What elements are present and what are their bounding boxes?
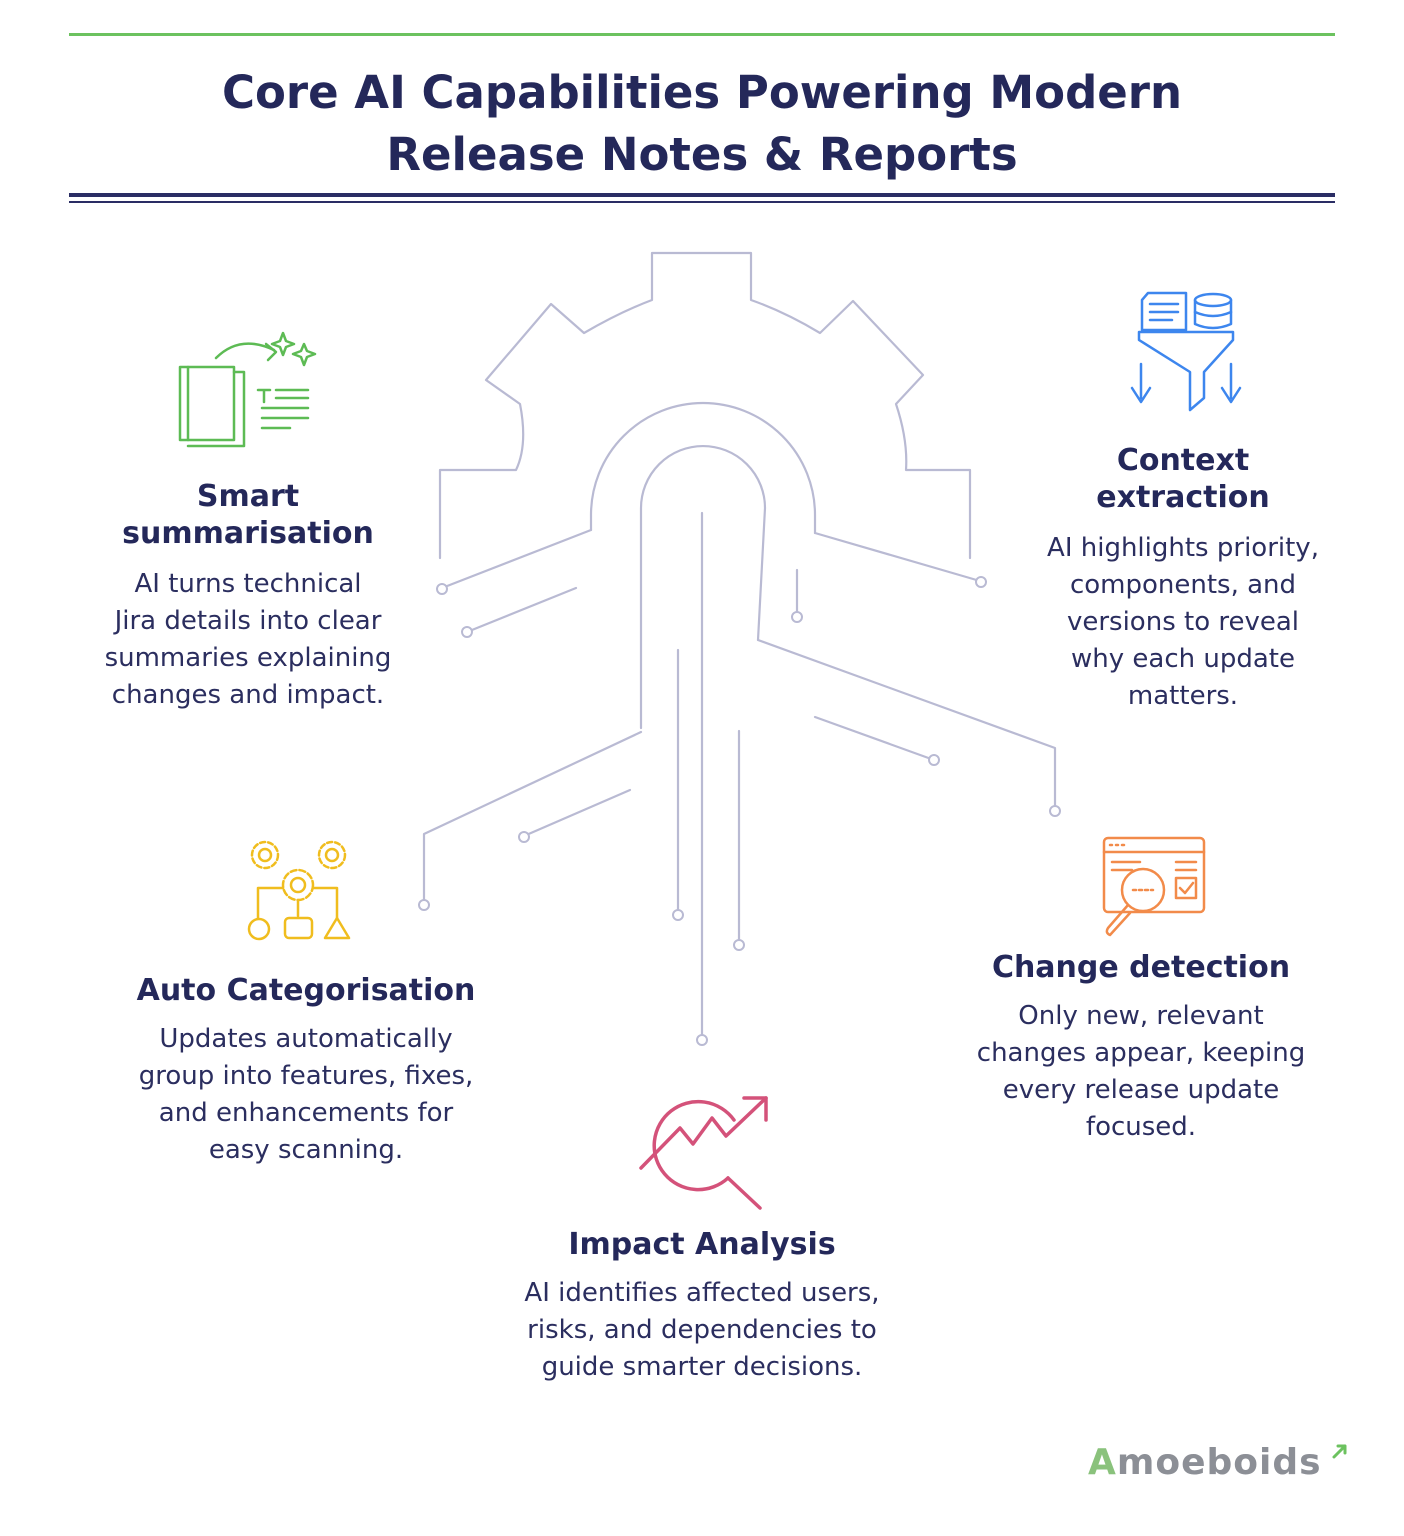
brand-logo — [1088, 1442, 1349, 1483]
capability-description: Updates automatically group into features, fixes, and enhancements for easy scanning. — [138, 1024, 474, 1165]
capability-description: Only new, relevant changes appear, keeping every release update focused. — [976, 1001, 1306, 1142]
circuit-line-left-2 — [467, 588, 576, 632]
summary-book-icon — [180, 333, 315, 446]
circuit-node — [734, 940, 744, 950]
circuit-node — [519, 832, 529, 842]
capability-change-detection — [940, 949, 1342, 1146]
filter-data-icon — [1132, 293, 1240, 410]
circuit-line-left-4 — [524, 790, 630, 836]
circuit-line-right-4 — [815, 717, 934, 760]
circuit-line-left-3 — [424, 732, 641, 904]
capability-description: AI identifies affected users, risks, and dependencies to guide smarter decisions. — [524, 1278, 880, 1382]
capability-impact-analysis — [472, 1226, 932, 1386]
circuit-node — [419, 900, 429, 910]
capability-context-extraction — [1010, 442, 1356, 715]
capability-smart-summarisation — [70, 478, 426, 714]
gears-flow-icon — [249, 842, 349, 939]
capability-heading: Change detection — [991, 950, 1291, 985]
circuit-node — [929, 755, 939, 765]
circuit-node — [792, 612, 802, 622]
capability-heading: Impact Analysis — [568, 1227, 836, 1262]
circuit-line-right-1 — [815, 533, 980, 581]
brand-logo-text: moeboids — [1116, 1442, 1322, 1483]
arrow-up-right-icon — [1331, 1442, 1349, 1460]
circuit-node — [1050, 806, 1060, 816]
circuit-node — [976, 577, 986, 587]
capability-heading: Smart summarisation — [122, 479, 374, 551]
trend-magnifier-icon — [641, 1098, 766, 1208]
circuit-node — [462, 627, 472, 637]
capability-description: AI turns technical Jira details into clear summaries explaining changes and impact. — [104, 569, 392, 710]
circuit-line-left-1 — [442, 530, 591, 588]
circuit-node — [437, 584, 447, 594]
circuit-node — [697, 1035, 707, 1045]
circuit-node — [673, 910, 683, 920]
gear-outline — [440, 253, 970, 558]
capability-heading: Context extraction — [1096, 443, 1270, 515]
document-magnifier-icon — [1104, 838, 1204, 935]
capability-description: AI highlights priority, components, and versions to reveal why each update matters. — [1047, 533, 1319, 711]
page-title-line-2: Release Notes & Reports — [386, 128, 1018, 181]
brand-logo-initial: A — [1088, 1442, 1117, 1483]
page-title-line-1: Core AI Capabilities Powering Modern — [221, 66, 1183, 119]
capability-auto-categorisation — [96, 972, 516, 1169]
capability-heading: Auto Categorisation — [136, 973, 476, 1008]
